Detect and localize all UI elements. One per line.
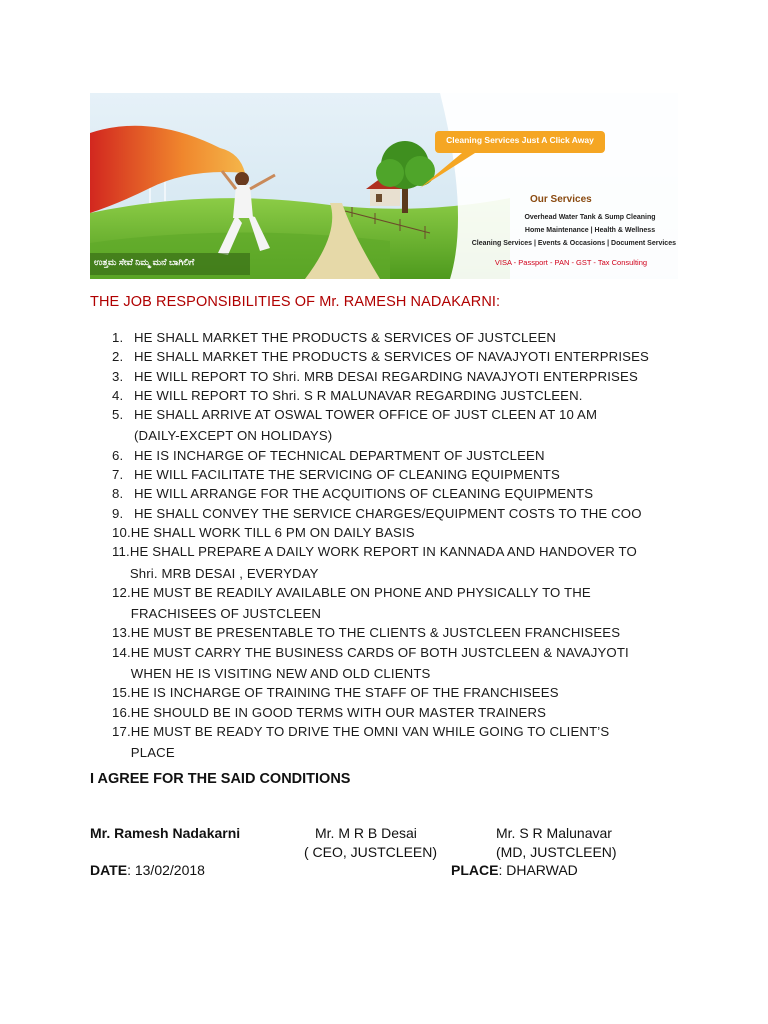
place-value: : DHARWAD (498, 862, 578, 878)
list-item (112, 683, 692, 702)
responsibilities-list (112, 328, 692, 763)
header-banner (90, 93, 678, 279)
item-text: HE SHALL WORK TILL 6 PM ON DAILY BASIS (130, 524, 415, 540)
kannada-slogan: ಉತ್ತಮ ಸೇವೆ ನಿಮ್ಮ ಮನೆ ಬಾಗಿಲಿಗೆ (94, 257, 195, 267)
item-number: 17. (112, 723, 131, 739)
item-text: HE SHALL ARRIVE AT OSWAL TOWER OFFICE OF JUST CLEEN AT 10 AM (134, 407, 598, 423)
list-item (112, 523, 692, 542)
item-number: 2. (112, 349, 124, 365)
item-text: HE WILL REPORT TO Shri. S R MALUNAVAR REGARDING JUSTCLEEN. (134, 387, 583, 403)
list-item (112, 367, 692, 386)
date-value: : 13/02/2018 (127, 862, 205, 878)
item-text: HE SHALL MARKET THE PRODUCTS & SERVICES OF JUSTCLEEN (134, 330, 557, 345)
list-item (112, 722, 692, 763)
item-text: HE MUST CARRY THE BUSINESS CARDS OF BOTH JUSTCLEEN & NAVAJYOTI (130, 644, 629, 660)
list-item (112, 446, 692, 465)
item-number: 15. (112, 685, 131, 701)
item-text: HE WILL ARRANGE FOR THE ACQUITIONS OF CLEANING EQUIPMENTS (134, 486, 594, 502)
date-label: DATE (90, 862, 128, 878)
responsibilities-heading: THE JOB RESPONSIBILITIES OF Mr. RAMESH NADAKARNI: (90, 294, 501, 310)
list-item (112, 328, 692, 347)
item-number: 8. (112, 486, 124, 502)
item-text: HE MUST BE READY TO DRIVE THE OMNI VAN WHILE GOING TO CLIENT’S (130, 723, 610, 739)
item-text: HE IS INCHARGE OF TRAINING THE STAFF OF THE FRANCHISEES (130, 685, 559, 701)
list-item (112, 386, 692, 405)
date-line (90, 862, 205, 878)
service-extras: VISA - Passport - PAN - GST - Tax Consulting (494, 258, 648, 267)
banner-illustration (90, 93, 678, 279)
item-text: HE IS INCHARGE OF TECHNICAL DEPARTMENT OF JUSTCLEEN (134, 447, 545, 463)
item-number: 16. (112, 704, 131, 720)
item-text: HE WILL FACILITATE THE SERVICING OF CLEANING EQUIPMENTS (134, 467, 560, 483)
item-text: HE MUST BE PRESENTABLE TO THE CLIENTS & JUSTCLEEN FRANCHISEES (130, 625, 621, 641)
ceo-title: ( CEO, JUSTCLEEN) (304, 844, 438, 860)
item-continuation: FRACHISEES OF JUSTCLEEN (130, 606, 322, 622)
item-text: HE SHALL CONVEY THE SERVICE CHARGES/EQUIPMENT COSTS TO THE COO (134, 505, 642, 521)
ceo-name: Mr. M R B Desai (315, 825, 417, 841)
list-item (112, 465, 692, 484)
list-item (112, 643, 692, 684)
item-number: 4. (112, 387, 124, 403)
place-label: PLACE (451, 862, 499, 878)
services-title: Our Services (530, 194, 592, 205)
item-text: HE SHALL MARKET THE PRODUCTS & SERVICES OF NAVAJYOTI ENTERPRISES (134, 349, 649, 365)
item-text: HE WILL REPORT TO Shri. MRB DESAI REGARDING NAVAJYOTI ENTERPRISES (134, 368, 638, 384)
md-title: (MD, JUSTCLEEN) (496, 844, 617, 860)
list-item (112, 484, 692, 503)
agreement-statement: I AGREE FOR THE SAID CONDITIONS (90, 771, 351, 787)
item-number: 13. (112, 625, 131, 641)
item-continuation: (DAILY-EXCEPT ON HOLIDAYS) (134, 428, 333, 444)
services-panel (440, 93, 678, 279)
item-number: 7. (112, 467, 124, 483)
banner-tagline: Cleaning Services Just A Click Away (446, 135, 594, 145)
item-text: HE SHALL PREPARE A DAILY WORK REPORT IN KANNADA AND HANDOVER TO (129, 544, 637, 560)
list-item (112, 347, 692, 366)
item-text: HE MUST BE READILY AVAILABLE ON PHONE AND PHYSICALLY TO THE (130, 584, 591, 600)
list-item (112, 542, 692, 583)
item-number: 12. (112, 584, 131, 600)
list-item (112, 703, 692, 722)
item-continuation: WHEN HE IS VISITING NEW AND OLD CLIENTS (130, 666, 431, 682)
service-line-1: Overhead Water Tank & Sump Cleaning (524, 214, 656, 221)
item-text: HE SHOULD BE IN GOOD TERMS WITH OUR MASTER TRAINERS (130, 704, 547, 720)
list-item (112, 623, 692, 642)
item-number: 10. (112, 524, 131, 540)
service-line-2: Home Maintenance | Health & Wellness (524, 227, 656, 234)
item-number: 6. (112, 447, 124, 463)
list-item (112, 583, 692, 624)
place-line (451, 862, 578, 878)
item-number: 11. (112, 544, 130, 560)
item-number: 14. (112, 644, 131, 660)
item-number: 5. (112, 407, 124, 423)
item-continuation: Shri. MRB DESAI , EVERYDAY (129, 565, 319, 581)
item-number: 3. (112, 368, 124, 384)
list-item (112, 405, 692, 446)
employee-name: Mr. Ramesh Nadakarni (90, 825, 241, 841)
service-line-3: Cleaning Services | Events & Occasions | Document Services (471, 240, 676, 247)
list-item (112, 504, 692, 523)
item-number: 9. (112, 505, 124, 521)
md-name: Mr. S R Malunavar (496, 825, 612, 841)
item-continuation: PLACE (130, 745, 175, 761)
item-number: 1. (112, 330, 124, 345)
